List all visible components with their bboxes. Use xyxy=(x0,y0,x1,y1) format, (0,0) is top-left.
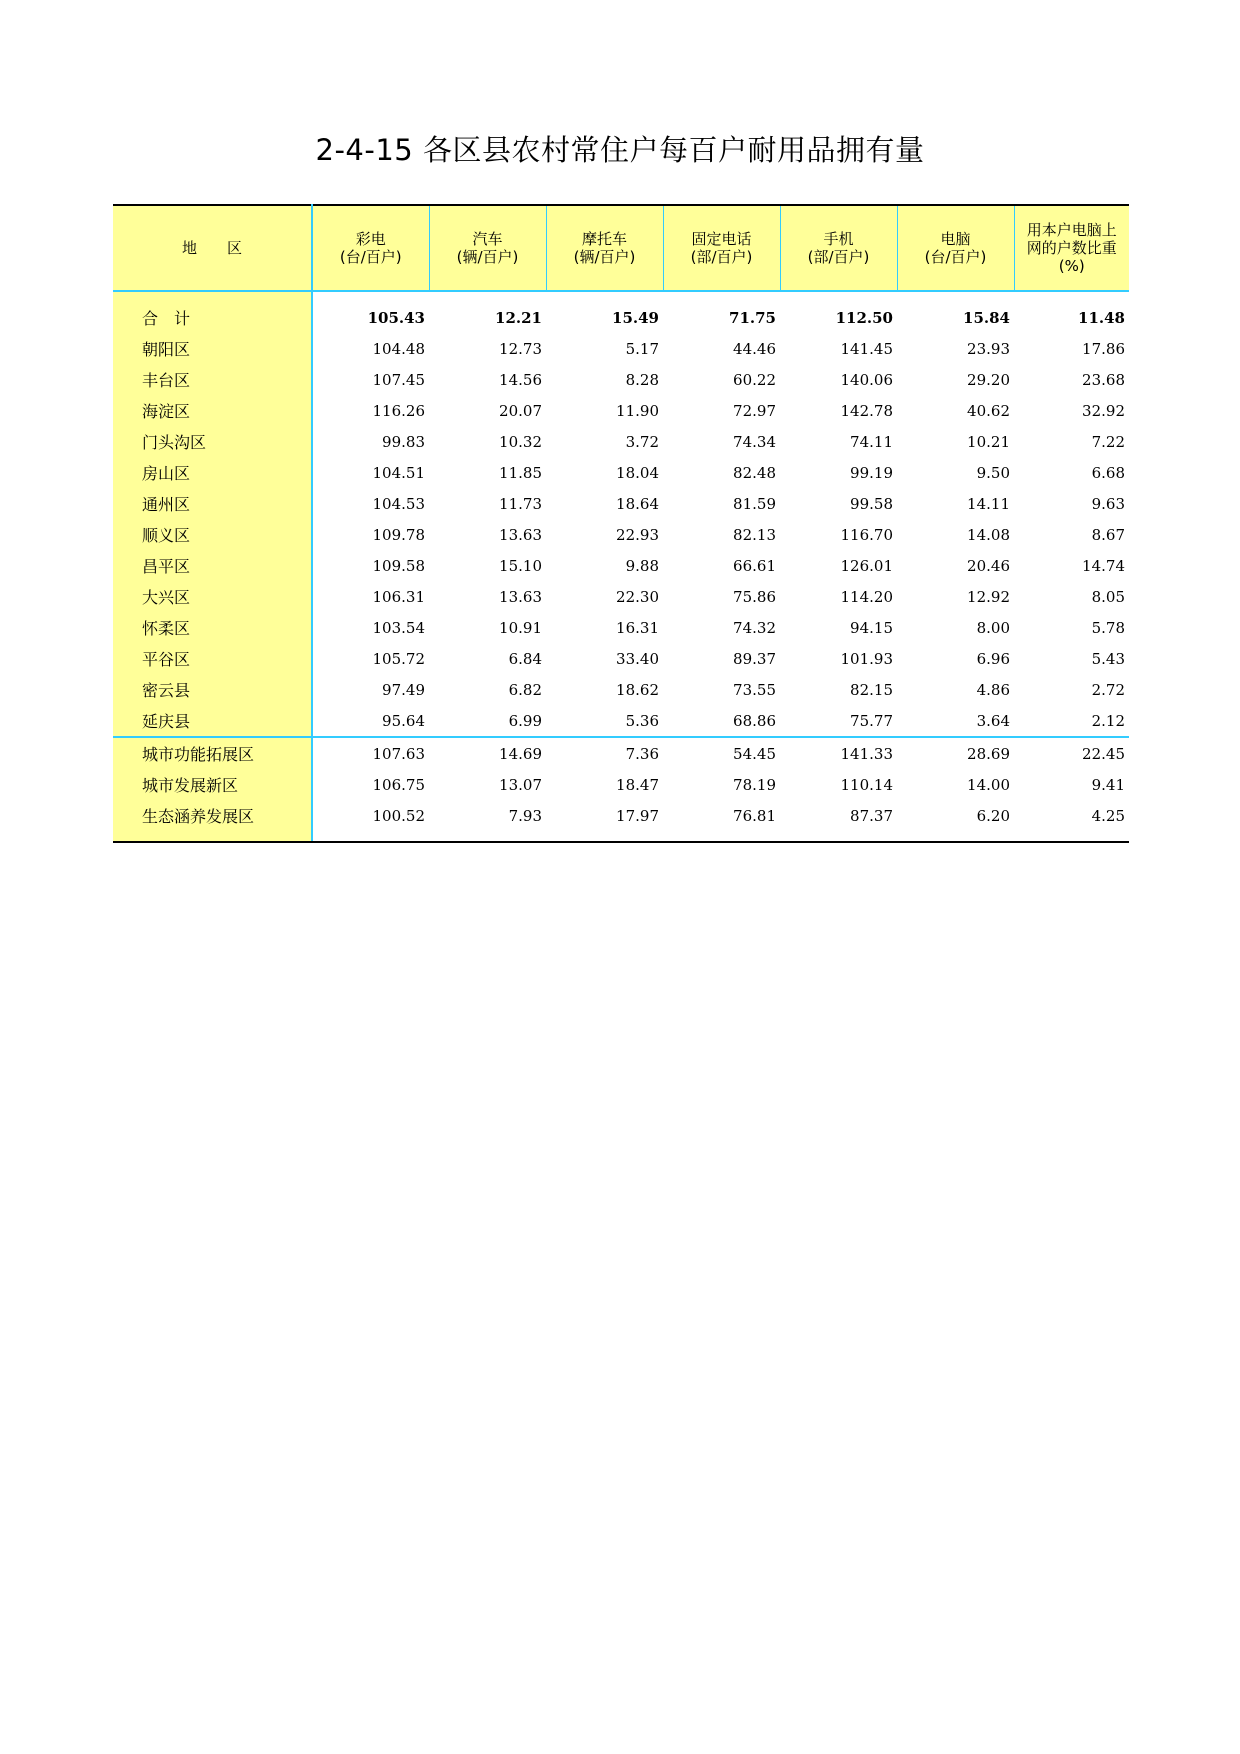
value-cell: 18.62 xyxy=(616,680,659,699)
value-cell: 22.30 xyxy=(616,587,659,606)
value-cell: 75.77 xyxy=(850,711,893,730)
value-cell: 82.13 xyxy=(733,525,776,544)
value-cell: 101.93 xyxy=(840,649,893,668)
value-cell: 71.75 xyxy=(729,308,776,327)
value-cell: 106.31 xyxy=(372,587,425,606)
header-region: 地 区 xyxy=(113,205,312,291)
value-cell: 14.00 xyxy=(967,775,1010,794)
value-cell: 78.19 xyxy=(733,775,776,794)
value-cell: 4.25 xyxy=(1091,806,1125,825)
value-cell: 72.97 xyxy=(733,401,776,420)
value-cell: 6.99 xyxy=(508,711,542,730)
value-cell: 76.81 xyxy=(733,806,776,825)
value-cell: 2.12 xyxy=(1091,711,1125,730)
value-cell: 105.43 xyxy=(367,308,425,327)
value-cell: 109.58 xyxy=(372,556,425,575)
value-cell: 6.82 xyxy=(508,680,542,699)
district-row xyxy=(113,705,1129,737)
district-row xyxy=(113,364,1129,395)
value-cell: 44.46 xyxy=(733,339,776,358)
value-cell: 73.55 xyxy=(733,680,776,699)
group-row xyxy=(113,769,1129,800)
value-cell: 14.69 xyxy=(429,737,546,769)
value-cell: 11.48 xyxy=(1078,308,1125,327)
value-cell: 106.75 xyxy=(372,775,425,794)
value-cell: 9.88 xyxy=(625,556,659,575)
value-cell: 82.48 xyxy=(733,463,776,482)
value-cell: 6.20 xyxy=(976,806,1010,825)
value-cell: 3.72 xyxy=(625,432,659,451)
value-cell: 114.20 xyxy=(840,587,893,606)
value-cell: 33.40 xyxy=(616,649,659,668)
value-cell: 5.43 xyxy=(1091,649,1125,668)
district-row xyxy=(113,550,1129,581)
region-name: 生态涵养发展区 xyxy=(113,800,312,831)
region-name: 昌平区 xyxy=(113,550,312,581)
region-name: 合 计 xyxy=(113,302,312,333)
value-cell: 6.68 xyxy=(1091,463,1125,482)
value-cell: 18.47 xyxy=(616,775,659,794)
value-cell: 15.84 xyxy=(963,308,1010,327)
value-cell: 8.05 xyxy=(1091,587,1125,606)
value-cell: 18.64 xyxy=(616,494,659,513)
value-cell: 9.50 xyxy=(976,463,1010,482)
value-cell: 22.45 xyxy=(1014,737,1129,769)
value-cell: 2.72 xyxy=(1091,680,1125,699)
value-cell: 14.56 xyxy=(499,370,542,389)
value-cell: 104.53 xyxy=(372,494,425,513)
value-cell: 74.32 xyxy=(733,618,776,637)
value-cell: 89.37 xyxy=(733,649,776,668)
region-name: 顺义区 xyxy=(113,519,312,550)
value-cell: 10.21 xyxy=(967,432,1010,451)
region-name: 房山区 xyxy=(113,457,312,488)
value-cell: 97.49 xyxy=(382,680,425,699)
value-cell: 141.45 xyxy=(840,339,893,358)
value-cell: 8.67 xyxy=(1091,525,1125,544)
value-cell: 15.10 xyxy=(499,556,542,575)
value-cell: 54.45 xyxy=(663,737,780,769)
value-cell: 103.54 xyxy=(372,618,425,637)
region-name: 门头沟区 xyxy=(113,426,312,457)
header-landline: 固定电话 (部/百户) xyxy=(663,205,780,291)
district-row xyxy=(113,519,1129,550)
district-row xyxy=(113,333,1129,364)
value-cell: 5.17 xyxy=(625,339,659,358)
value-cell: 23.93 xyxy=(967,339,1010,358)
district-row xyxy=(113,674,1129,705)
district-row xyxy=(113,488,1129,519)
value-cell: 40.62 xyxy=(967,401,1010,420)
value-cell: 99.19 xyxy=(850,463,893,482)
value-cell: 13.63 xyxy=(499,525,542,544)
value-cell: 17.86 xyxy=(1082,339,1125,358)
value-cell: 20.46 xyxy=(967,556,1010,575)
durables-table xyxy=(113,204,1129,843)
value-cell: 18.04 xyxy=(616,463,659,482)
group-row xyxy=(113,737,1129,769)
value-cell: 14.08 xyxy=(967,525,1010,544)
value-cell: 15.49 xyxy=(612,308,659,327)
value-cell: 10.32 xyxy=(499,432,542,451)
spacer-row xyxy=(113,291,1129,302)
value-cell: 94.15 xyxy=(850,618,893,637)
value-cell: 5.78 xyxy=(1091,618,1125,637)
header-computer: 电脑 (台/百户) xyxy=(897,205,1014,291)
value-cell: 11.90 xyxy=(616,401,659,420)
value-cell: 116.26 xyxy=(372,401,425,420)
value-cell: 16.31 xyxy=(616,618,659,637)
value-cell: 6.96 xyxy=(976,649,1010,668)
value-cell: 14.11 xyxy=(967,494,1010,513)
value-cell: 11.85 xyxy=(499,463,542,482)
value-cell: 9.41 xyxy=(1091,775,1125,794)
value-cell: 13.07 xyxy=(499,775,542,794)
value-cell: 87.37 xyxy=(850,806,893,825)
value-cell: 81.59 xyxy=(733,494,776,513)
value-cell: 4.86 xyxy=(976,680,1010,699)
region-name: 密云县 xyxy=(113,674,312,705)
value-cell: 66.61 xyxy=(733,556,776,575)
value-cell: 107.45 xyxy=(372,370,425,389)
region-name: 海淀区 xyxy=(113,395,312,426)
value-cell: 112.50 xyxy=(835,308,893,327)
value-cell: 60.22 xyxy=(733,370,776,389)
value-cell: 74.11 xyxy=(850,432,893,451)
header-motorcycle: 摩托车 (辆/百户) xyxy=(546,205,663,291)
value-cell: 20.07 xyxy=(499,401,542,420)
value-cell: 5.36 xyxy=(625,711,659,730)
value-cell: 7.22 xyxy=(1091,432,1125,451)
region-name: 延庆县 xyxy=(113,705,312,737)
value-cell: 12.21 xyxy=(495,308,542,327)
value-cell: 13.63 xyxy=(499,587,542,606)
value-cell: 10.91 xyxy=(499,618,542,637)
value-cell: 12.73 xyxy=(499,339,542,358)
value-cell: 28.69 xyxy=(897,737,1014,769)
value-cell: 99.83 xyxy=(382,432,425,451)
region-name: 朝阳区 xyxy=(113,333,312,364)
value-cell: 74.34 xyxy=(733,432,776,451)
region-name: 丰台区 xyxy=(113,364,312,395)
value-cell: 110.14 xyxy=(840,775,893,794)
district-row xyxy=(113,581,1129,612)
district-row xyxy=(113,426,1129,457)
page-title: 2-4-15 各区县农村常住户每百户耐用品拥有量 xyxy=(315,133,925,167)
header-mobile: 手机 (部/百户) xyxy=(780,205,897,291)
value-cell: 23.68 xyxy=(1082,370,1125,389)
district-row xyxy=(113,643,1129,674)
value-cell: 104.48 xyxy=(372,339,425,358)
header-row xyxy=(113,205,1129,291)
value-cell: 12.92 xyxy=(967,587,1010,606)
district-row xyxy=(113,395,1129,426)
value-cell: 107.63 xyxy=(312,737,429,769)
value-cell: 17.97 xyxy=(616,806,659,825)
value-cell: 9.63 xyxy=(1091,494,1125,513)
region-name: 怀柔区 xyxy=(113,612,312,643)
district-row xyxy=(113,612,1129,643)
region-name: 大兴区 xyxy=(113,581,312,612)
value-cell: 7.93 xyxy=(508,806,542,825)
value-cell: 29.20 xyxy=(967,370,1010,389)
value-cell: 141.33 xyxy=(780,737,897,769)
value-cell: 6.84 xyxy=(508,649,542,668)
value-cell: 75.86 xyxy=(733,587,776,606)
value-cell: 8.00 xyxy=(976,618,1010,637)
value-cell: 82.15 xyxy=(850,680,893,699)
header-internet-share: 用本户电脑上 网的户数比重 (%) xyxy=(1014,205,1129,291)
value-cell: 11.73 xyxy=(499,494,542,513)
total-row xyxy=(113,302,1129,333)
region-name: 通州区 xyxy=(113,488,312,519)
value-cell: 22.93 xyxy=(616,525,659,544)
group-row xyxy=(113,800,1129,831)
value-cell: 68.86 xyxy=(733,711,776,730)
header-car: 汽车 (辆/百户) xyxy=(429,205,546,291)
region-name: 平谷区 xyxy=(113,643,312,674)
value-cell: 8.28 xyxy=(625,370,659,389)
value-cell: 140.06 xyxy=(840,370,893,389)
value-cell: 104.51 xyxy=(372,463,425,482)
header-color-tv: 彩电 (台/百户) xyxy=(312,205,429,291)
value-cell: 105.72 xyxy=(372,649,425,668)
value-cell: 99.58 xyxy=(850,494,893,513)
value-cell: 14.74 xyxy=(1082,556,1125,575)
value-cell: 126.01 xyxy=(840,556,893,575)
value-cell: 3.64 xyxy=(976,711,1010,730)
value-cell: 95.64 xyxy=(382,711,425,730)
value-cell: 142.78 xyxy=(840,401,893,420)
value-cell: 100.52 xyxy=(372,806,425,825)
region-name: 城市发展新区 xyxy=(113,769,312,800)
table-bottom-rule xyxy=(113,831,1129,842)
value-cell: 32.92 xyxy=(1082,401,1125,420)
value-cell: 109.78 xyxy=(372,525,425,544)
district-row xyxy=(113,457,1129,488)
value-cell: 7.36 xyxy=(546,737,663,769)
value-cell: 116.70 xyxy=(840,525,893,544)
region-name: 城市功能拓展区 xyxy=(113,737,312,769)
